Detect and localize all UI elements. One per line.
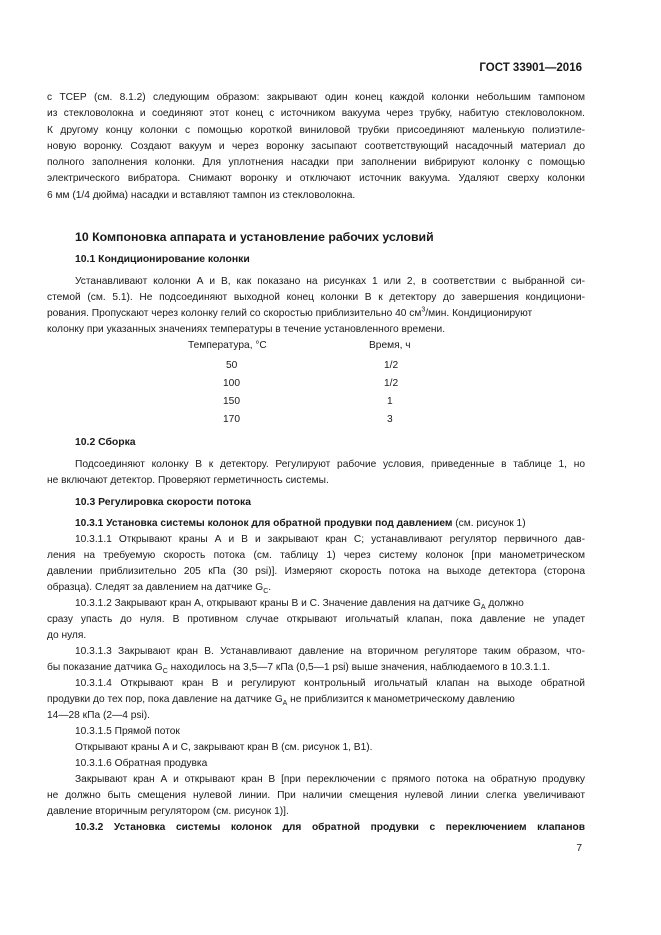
paragraph-line: давлении приблизительно 205 кПа (30 psi)]. Измеряют скорость потока на выходе детектора (сторона bbox=[47, 566, 585, 577]
intro-line: новую воронку. Создают вакуум и через воронку засыпают соответствующий насадочный материал до bbox=[47, 141, 585, 152]
text-run: бы показание датчика G bbox=[47, 662, 163, 673]
section-10-3-heading: 10.3 Регулировка скорости потока bbox=[75, 497, 251, 508]
paragraph-line: ления на требуемую скорость потока (см. таблицу 1) через систему колонок [при манометрическом bbox=[47, 550, 585, 561]
paragraph-line: стемой (см. 5.1). Не подсоединяют выходной конец колонки В к детектору до завершения кондициони- bbox=[47, 292, 585, 303]
intro-line: К другому концу колонки с помощью короткой виниловой трубки присоединяют маленькую полиэтиле- bbox=[47, 125, 585, 136]
subscript: A bbox=[480, 604, 486, 612]
intro-line: полного заполнения колонки. Для уплотнения насадки при заполнении вибрируют колонку с помощью bbox=[47, 157, 585, 168]
paragraph-line: Устанавливают колонки А и В, как показано на рисунках 1 или 2, в соответствии с выбранной си- bbox=[75, 276, 585, 287]
intro-line: с ТСЕР (см. 8.1.2) следующим образом: закрывают один конец каждой колонки небольшим тампоном bbox=[47, 92, 585, 103]
paragraph-line bbox=[47, 661, 585, 675]
text-run: . bbox=[268, 582, 272, 593]
paragraph-line: 10.3.1.6 Обратная продувка bbox=[75, 758, 208, 769]
subscript: A bbox=[282, 700, 288, 708]
table-header-time: Время, ч bbox=[369, 340, 411, 351]
paragraph-line: не должно быть смещения нулевой линии. При наличии смещения нулевой линии слегка увеличивают bbox=[47, 790, 585, 801]
heading-text: 10.3.1 Установка системы колонок для обратной продувки под давлением bbox=[75, 518, 453, 529]
text-run: продувки до тех пор, пока давление на датчике G bbox=[47, 694, 283, 705]
subsection-10-3-1-heading bbox=[75, 517, 585, 531]
doc-header: ГОСТ 33901—2016 bbox=[479, 62, 582, 74]
intro-line: из стекловолокна и соединяют этот конец с источником вакуума через трубку, набитую стекловолокном. bbox=[47, 108, 585, 119]
paragraph-line bbox=[47, 307, 585, 321]
intro-line: электрического вибратора. Снимают воронку и отключают источник вакуума. Удаляют сверху колонки bbox=[47, 173, 585, 184]
table-header-temperature: Температура, °С bbox=[188, 340, 267, 351]
text-run: 10.3.1.2 Закрывают кран А, открывают краны В и С. Значение давления на датчике G bbox=[75, 598, 481, 609]
page-number: 7 bbox=[576, 843, 582, 854]
section-10-heading: 10 Компоновка аппарата и установление рабочих условий bbox=[75, 230, 434, 244]
text-run: находилось на 3,5—7 кПа (0,5—1 psi) выше значения, наблюдаемого в 10.3.1.1. bbox=[167, 662, 551, 673]
figure-ref: (см. рисунок 1) bbox=[452, 518, 526, 529]
table-cell-temp: 150 bbox=[223, 396, 240, 407]
paragraph-line: 14—28 кПа (2—4 psi). bbox=[47, 710, 150, 721]
paragraph-line bbox=[47, 581, 585, 595]
paragraph-line: 10.3.1.4 Открывают кран В и регулируют контрольный игольчатый клапан на выходе обратной bbox=[75, 678, 585, 689]
paragraph-line: Закрывают кран А и открывают кран В [при переключении с прямого потока на обратную продувку bbox=[75, 774, 585, 785]
table-cell-time: 1/2 bbox=[384, 360, 399, 371]
paragraph-line: 10.3.1.1 Открывают краны А и В и закрывают кран С; устанавливают регулятор первичного дав- bbox=[75, 534, 585, 545]
section-10-1-heading: 10.1 Кондиционирование колонки bbox=[75, 254, 250, 265]
intro-line: 6 мм (1/4 дюйма) насадки и вставляют тампон из стекловолокна. bbox=[47, 190, 356, 201]
paragraph-line: до нуля. bbox=[47, 630, 87, 641]
table-cell-time: 3 bbox=[387, 414, 393, 425]
subscript: C bbox=[263, 588, 269, 596]
table-cell-time: 1/2 bbox=[384, 378, 399, 389]
table-cell-temp: 100 bbox=[223, 378, 240, 389]
subsection-10-3-2-heading: 10.3.2 Установка системы колонок для обратной продувки с переключением клапанов bbox=[75, 822, 585, 833]
paragraph-line bbox=[47, 693, 585, 707]
subscript: C bbox=[162, 668, 168, 676]
paragraph-line: не включают детектор. Проверяют герметичность системы. bbox=[47, 475, 329, 486]
text-run: должно bbox=[485, 598, 524, 609]
paragraph-line: давление вторичным регулятором (см. рисунок 1)]. bbox=[47, 806, 289, 817]
superscript: 3 bbox=[421, 306, 426, 314]
table-cell-temp: 50 bbox=[226, 360, 238, 371]
paragraph-line: 10.3.1.5 Прямой поток bbox=[75, 726, 180, 737]
table-cell-temp: 170 bbox=[223, 414, 240, 425]
paragraph-line: Открывают краны А и С, закрывают кран В (см. рисунок 1, В1). bbox=[75, 742, 373, 753]
table-cell-time: 1 bbox=[387, 396, 393, 407]
text-run: /мин. Кондиционируют bbox=[425, 308, 533, 319]
paragraph-line bbox=[75, 597, 585, 611]
paragraph-line: сразу упасть до нуля. В противном случае открывают игольчатый клапан, пока давление не упадет bbox=[47, 614, 585, 625]
paragraph-line: 10.3.1.3 Закрывают кран В. Устанавливают давление на вторичном регуляторе таким образом, что- bbox=[75, 646, 585, 657]
text-run: образца). Следят за давлением на датчике G bbox=[47, 582, 264, 593]
paragraph-line: колонку при указанных значениях температуры в течение установленного времени. bbox=[47, 324, 446, 335]
text-run: рования. Пропускают через колонку гелий со скоростью приблизительно 40 см bbox=[47, 308, 422, 319]
text-run: не приблизится к манометрическому давлению bbox=[287, 694, 515, 705]
section-10-2-heading: 10.2 Сборка bbox=[75, 437, 136, 448]
paragraph-line: Подсоединяют колонку В к детектору. Регулируют рабочие условия, приведенные в таблице 1, но bbox=[75, 459, 585, 470]
